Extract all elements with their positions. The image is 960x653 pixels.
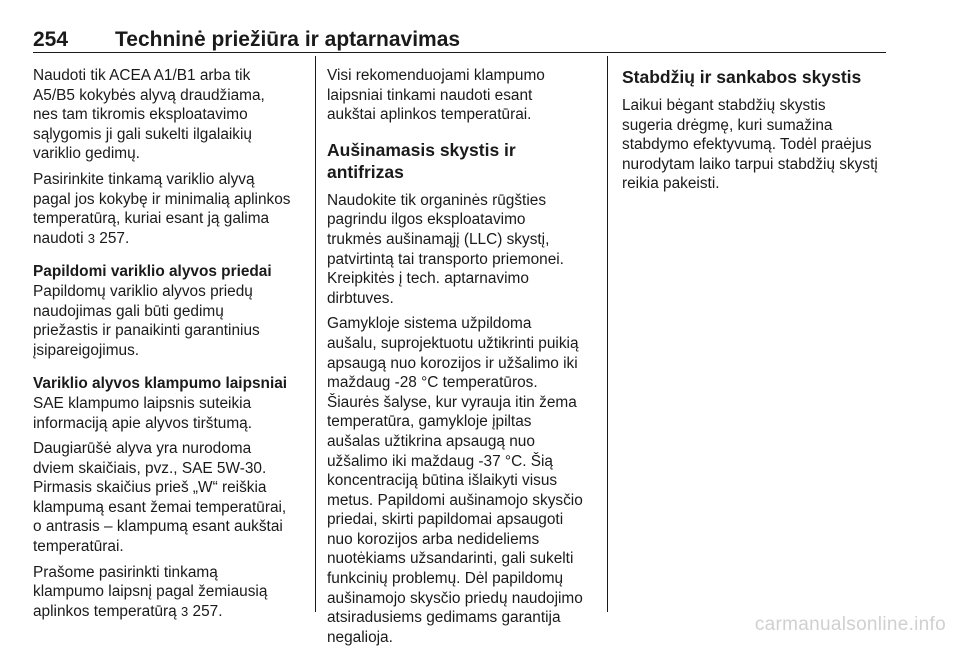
page-reference-icon: 3	[87, 230, 96, 246]
column-divider-2	[607, 56, 608, 612]
watermark: carmanualsonline.info	[754, 614, 946, 635]
column-1	[33, 66, 303, 627]
paragraph-viscosity-high-temp: Visi rekomenduojami klampumo laipsniai tinkami naudoti esant aukštai aplinkos temperatūrai.	[327, 67, 545, 124]
section-heading-coolant: Aušinamasis skystis ir antifrizas	[327, 139, 516, 182]
page-reference-icon: 3	[181, 603, 189, 619]
paragraph-multigrade: Daugiarūšė alyva yra nurodoma dviem skaičiais, pvz., SAE 5W-30. Pirmasis skaičius prieš „W“ reiškia klampumą esant žemai temperatūrai, o antrasis – klampumą esant aukštai temperatūrai.	[33, 440, 287, 556]
column-2	[327, 66, 594, 653]
column-3	[622, 66, 890, 200]
paragraph-coolant-protection: Gamykloje sistema užpildoma aušalu, suprojektuotu užtikrinti puikią apsaugą nuo korozijos ir užšalimo iki maždaug -28 °C temperatūros. Šiaurės šalyse, kur vyrauja itin žema temperatūra, gamykloje įpiltas aušalas užtikrina apsaugą nuo užšalimo iki maždaug -37 °C. Šią koncentraciją būtina išlaikyti visus metus. Papildomi aušinamojo skysčio priedai, skirti papildomai apsaugoti nuo korozijos arba nedideliems nuotėkiams užsandarinti, gali sukelti funkcinių problemų. Dėl papildomų aušinamojo skysčio priedų naudojimo atsiradusiems gedimams garantija negalioja.	[327, 315, 583, 646]
subheading-viscosity-grades: Variklio alyvos klampumo laipsniai	[33, 375, 288, 393]
subheading-oil-additives: Papildomi variklio alyvos priedai	[33, 263, 272, 281]
paragraph-select-oil: Pasirinkite tinkamą variklio alyvą pagal jos kokybę ir minimalią aplinkos temperatūrą, kuriai esant ją galima naudoti 3 257.	[33, 170, 291, 247]
paragraph-choose-viscosity: Prašome pasirinkti tinkamą klampumo laipsnį pagal žemiausią aplinkos temperatūrą 3 257.	[33, 563, 268, 620]
page-reference-link[interactable]: 257.	[99, 229, 130, 247]
paragraph-brake-fluid: Laikui bėgant stabdžių skystis sugeria drėgmę, kuri sumažina stabdymo efektyvumą. Todėl praėjus nurodytam laiko tarpui stabdžių skystį reikia pakeisti.	[622, 97, 878, 193]
paragraph-oil-additives: Papildomų variklio alyvos priedų naudojimas gali būti gedimų priežastis ir panaikinti garantinius įsipareigojimus.	[33, 282, 260, 359]
page-number: 254	[33, 28, 69, 51]
paragraph-sae-viscosity: SAE klampumo laipsnis suteikia informaciją apie alyvos tirštumą.	[33, 394, 252, 432]
paragraph-coolant-type: Naudokite tik organinės rūgšties pagrindu ilgos eksploatavimo trukmės aušinamąjį (LLC) skystį, patvirtintą tai transporto priemonei. Kreipkitės į tech. aptarnavimo dirbtuves.	[327, 191, 564, 307]
header-divider	[33, 52, 886, 53]
section-heading-brake-fluid: Stabdžių ir sankabos skystis	[622, 67, 862, 87]
page-reference-link[interactable]: 257.	[192, 602, 223, 620]
page-title: Techninė priežiūra ir aptarnavimas	[115, 28, 461, 51]
paragraph-acea-warning: Naudoti tik ACEA A1/B1 arba tik A5/B5 kokybės alyvą draudžiama, nes tam tikromis eksploatavimo sąlygomis ji gali sukelti ilgalaikių variklio gedimų.	[33, 67, 265, 163]
column-divider-1	[315, 56, 316, 612]
page-header	[33, 28, 885, 50]
